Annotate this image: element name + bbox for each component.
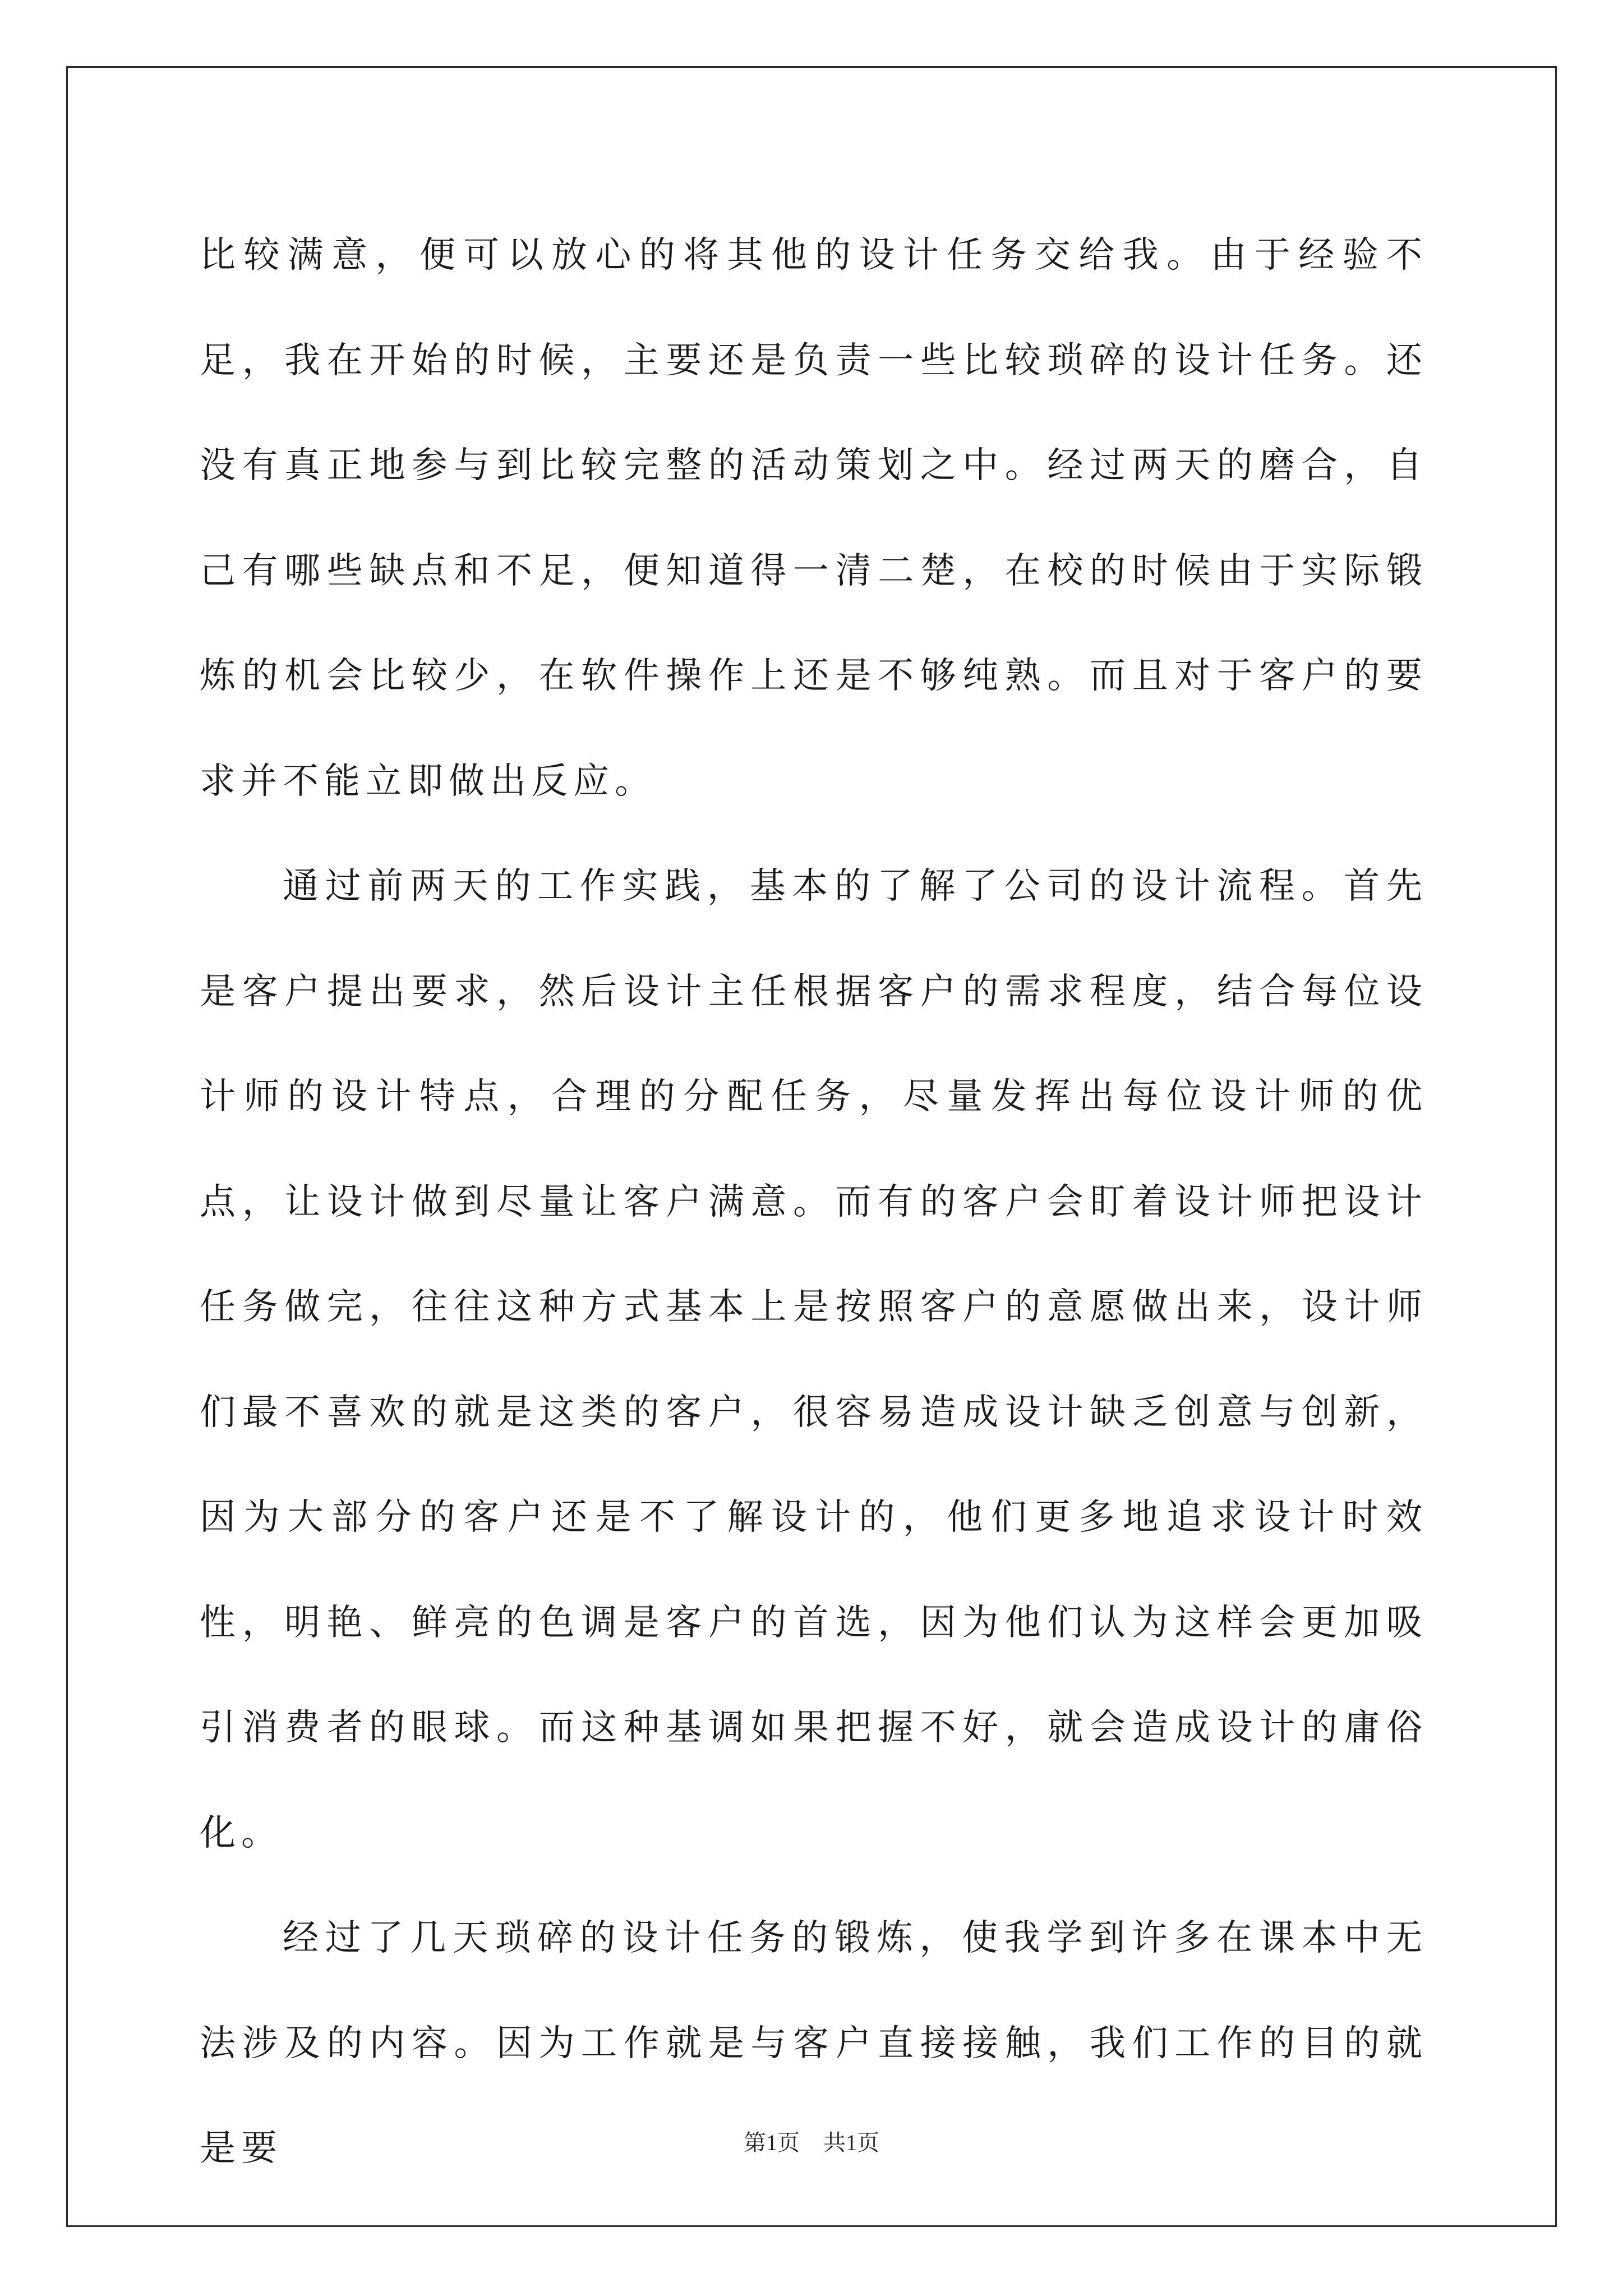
document-body	[200, 203, 1428, 2202]
page-total: 共1页	[823, 2130, 879, 2155]
page-number: 第1页	[744, 2130, 800, 2155]
page-footer	[0, 2125, 1623, 2157]
paragraph-1: 比较满意，便可以放心的将其他的设计任务交给我。由于经验不足，我在开始的时候，主要还是负责一些比较琐碎的设计任务。还没有真正地参与到比较完整的活动策划之中。经过两天的磨合，自己有哪些缺点和不足，便知道得一清二楚，在校的时候由于实际锻炼的机会比较少，在软件操作上还是不够纯熟。而且对于客户的要求并不能立即做出反应。	[200, 234, 1428, 802]
paragraph-3: 经过了几天琐碎的设计任务的锻炼，使我学到许多在课本中无法涉及的内容。因为工作就是与客户直接接触，我们工作的目的就是要	[200, 1917, 1428, 2169]
paragraph-2: 通过前两天的工作实践，基本的了解了公司的设计流程。首先是客户提出要求，然后设计主任根据客户的需求程度，结合每位设计师的设计特点，合理的分配任务，尽量发挥出每位设计师的优点，让设计做到尽量让客户满意。而有的客户会盯着设计师把设计任务做完，往往这种方式基本上是按照客户的意愿做出来，设计师们最不喜欢的就是这类的客户，很容易造成设计缺乏创意与创新，因为大部分的客户还是不了解设计的，他们更多地追求设计时效性，明艳、鲜亮的色调是客户的首选，因为他们认为这样会更加吸引消费者的眼球。而这种基调如果把握不好，就会造成设计的庸俗化。	[200, 866, 1428, 1854]
